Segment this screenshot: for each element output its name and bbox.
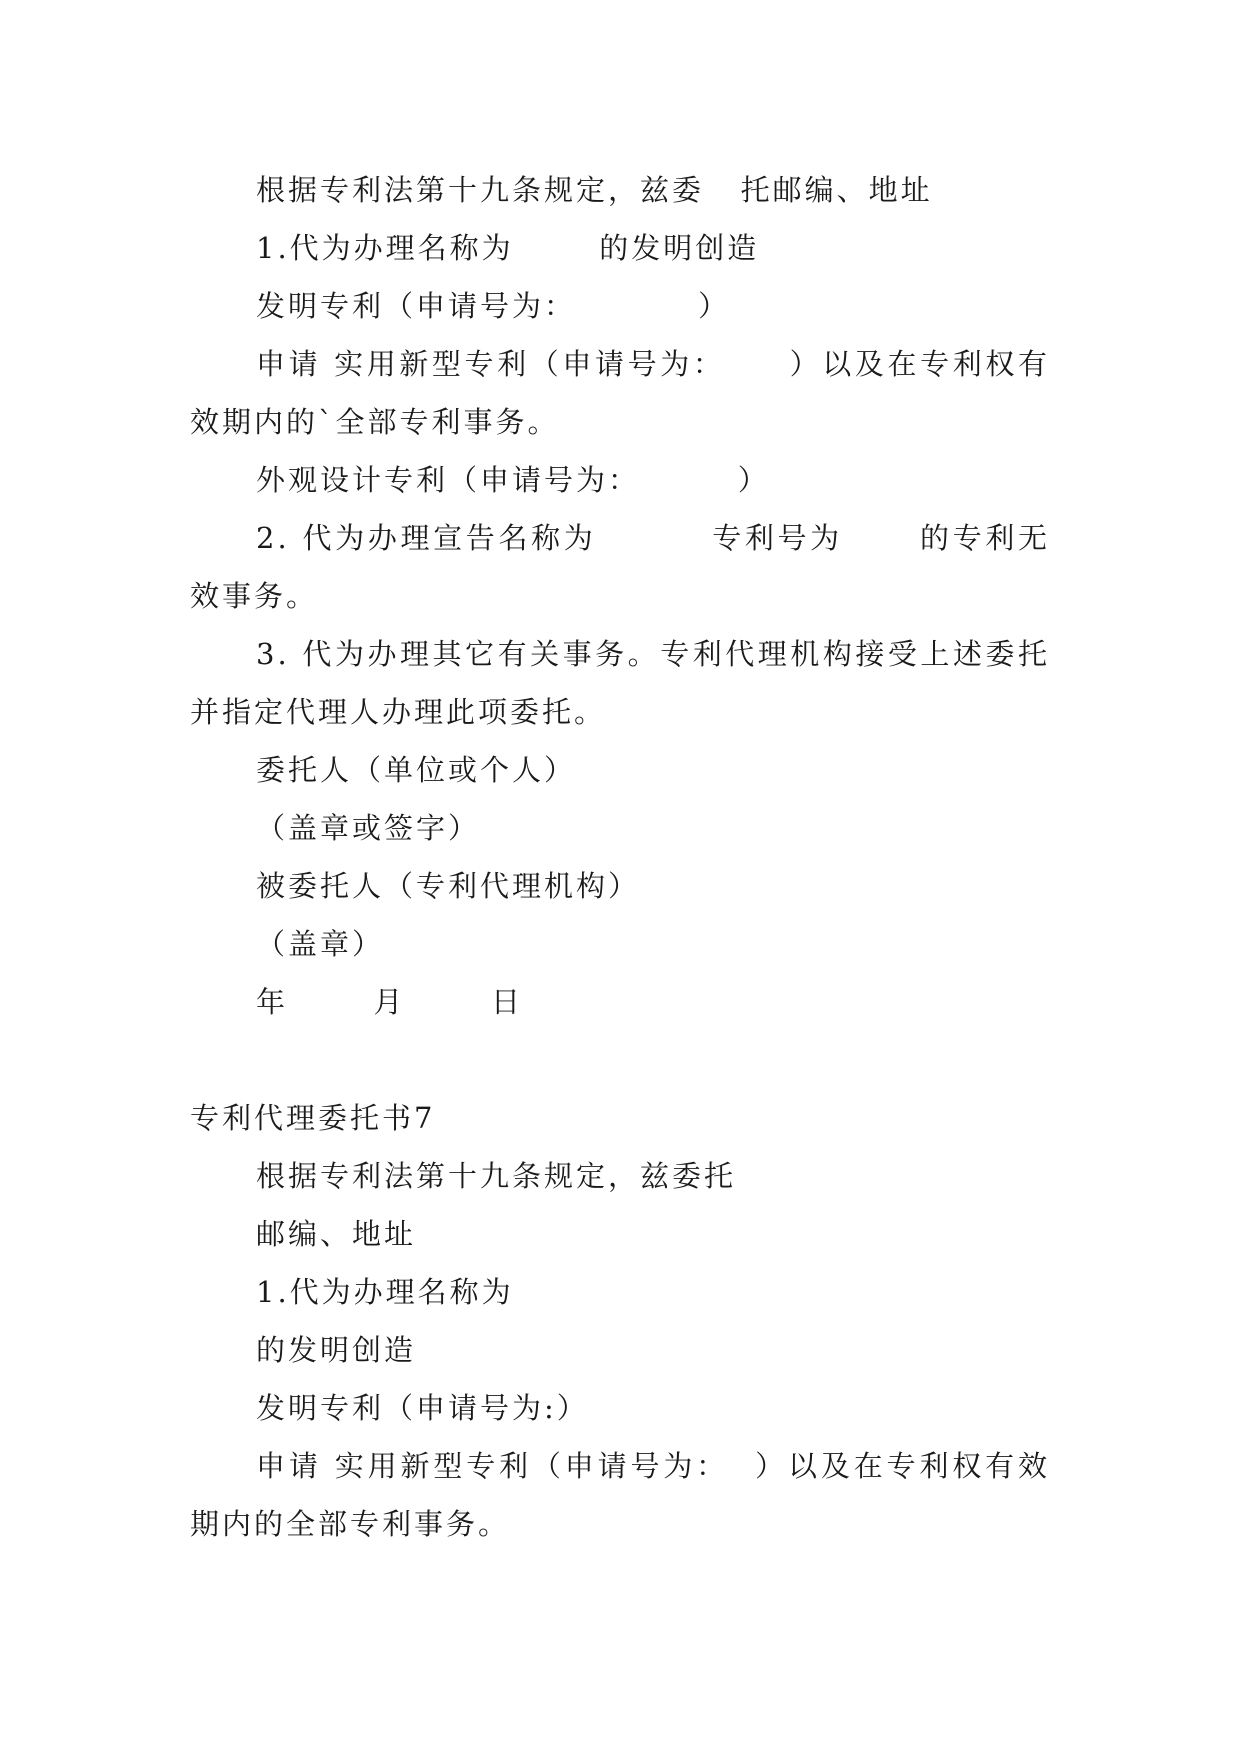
paragraph-agent-seal: （盖章）: [256, 927, 385, 961]
paragraph-item-2: 2. 代为办理宣告名称为 专利号为 的专利无效事务。: [190, 521, 1050, 613]
paragraph-design-patent: 外观设计专利（申请号为： ）: [256, 463, 770, 497]
paragraph-item-3: 3. 代为办理其它有关事务。专利代理机构接受上述委托并指定代理人办理此项委托。: [190, 637, 1050, 729]
paragraph-date: 年 月 日: [256, 985, 524, 1019]
paragraph-address-2: 邮编、地址: [256, 1217, 417, 1251]
section-spacer: [190, 1031, 1050, 1089]
paragraph-item-1: 1.代为办理名称为 的发明创造: [256, 231, 760, 265]
paragraph-invention-patent: 发明专利（申请号为： ）: [256, 289, 731, 323]
paragraph-invention-patent-2: 发明专利（申请号为:）: [256, 1391, 589, 1425]
paragraph-entrust-intro: 根据专利法第十九条规定，兹委 托邮编、地址: [256, 173, 933, 207]
section-heading: 专利代理委托书7: [190, 1101, 436, 1135]
paragraph-utility-model-2: 申请 实用新型专利（申请号为： ）以及在专利权有效期内的全部专利事务。: [190, 1449, 1050, 1541]
paragraph-item-1-2: 1.代为办理名称为: [256, 1275, 514, 1309]
paragraph-principal: 委托人（单位或个人）: [256, 753, 577, 787]
document-body: [190, 161, 1050, 1553]
paragraph-utility-model: 申请 实用新型专利（申请号为： ）以及在专利权有效期内的`全部专利事务。: [190, 347, 1050, 439]
paragraph-principal-seal: （盖章或签字）: [256, 811, 481, 845]
paragraph-invention-creation-2: 的发明创造: [256, 1333, 417, 1367]
paragraph-entrust-intro-2: 根据专利法第十九条规定，兹委托: [256, 1159, 737, 1193]
paragraph-agent: 被委托人（专利代理机构）: [256, 869, 641, 903]
